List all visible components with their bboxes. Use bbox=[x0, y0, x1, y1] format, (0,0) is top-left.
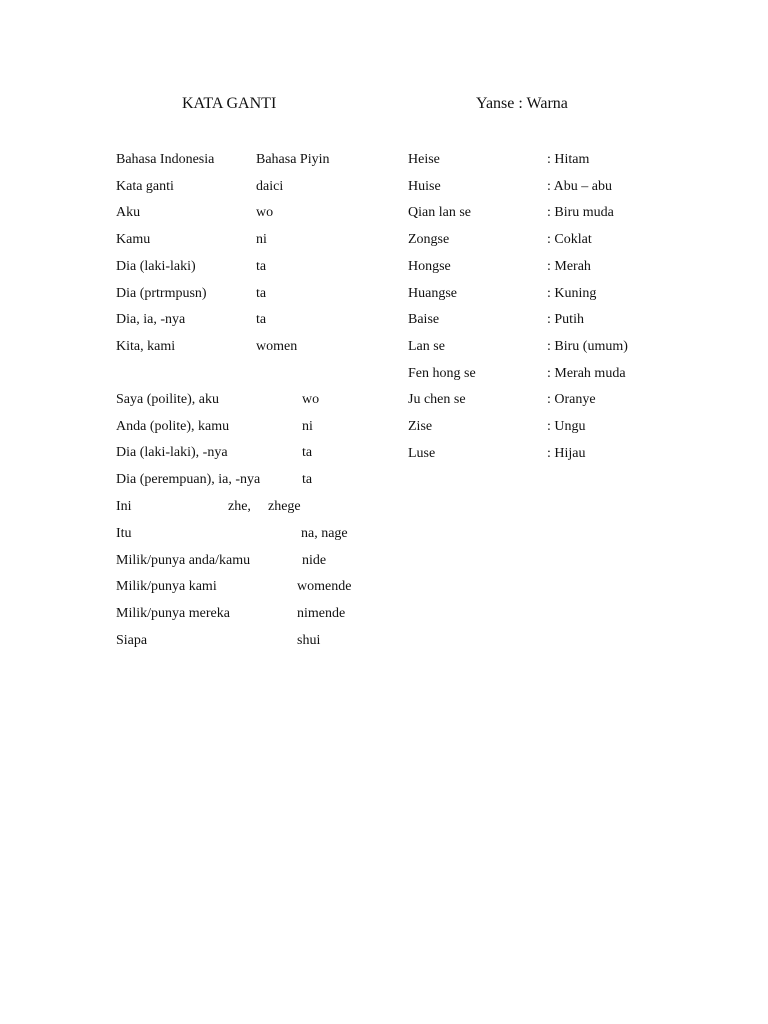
pronoun-pinyin: ni bbox=[302, 418, 313, 434]
pronoun-indonesian: Bahasa Indonesia bbox=[116, 152, 215, 167]
color-pinyin: Zise bbox=[408, 419, 433, 434]
warna-title: Yanse : Warna bbox=[476, 95, 568, 112]
pronoun-indonesian: Aku bbox=[116, 205, 141, 221]
pronoun-pinyin: nide bbox=[302, 552, 327, 568]
demonstrative-indonesian: Ini bbox=[116, 499, 132, 514]
pronoun-pinyin: ta bbox=[256, 285, 267, 301]
kata-ganti-title: KATA GANTI bbox=[182, 95, 277, 112]
color-indonesian: : Ungu bbox=[547, 419, 586, 434]
pronoun-indonesian: Kata ganti bbox=[116, 178, 174, 194]
pronoun-pinyin: nimende bbox=[297, 606, 346, 622]
color-indonesian: : Biru muda bbox=[547, 205, 614, 221]
pronoun-indonesian: Saya (poilite), aku bbox=[116, 392, 220, 407]
color-indonesian: : Kuning bbox=[547, 285, 597, 301]
pronoun-indonesian: Itu bbox=[116, 526, 132, 541]
color-indonesian: : Abu – abu bbox=[547, 178, 612, 194]
color-indonesian: : Oranye bbox=[547, 392, 596, 408]
color-pinyin: Qian lan se bbox=[408, 205, 471, 221]
color-pinyin: Hongse bbox=[408, 258, 451, 274]
pronoun-indonesian: Anda (polite), kamu bbox=[116, 418, 230, 434]
color-pinyin: Ju chen se bbox=[408, 392, 466, 408]
pronoun-indonesian: Kita, kami bbox=[116, 338, 176, 354]
pronoun-pinyin: wo bbox=[256, 205, 274, 221]
color-pinyin: Fen hong se bbox=[408, 365, 476, 381]
pronoun-pinyin: women bbox=[256, 338, 298, 354]
pronoun-pinyin: daici bbox=[256, 178, 284, 194]
demonstrative-pinyin-alt: zhege bbox=[268, 499, 301, 514]
pronoun-indonesian: Siapa bbox=[116, 632, 148, 648]
pronoun-indonesian: Kamu bbox=[116, 232, 151, 248]
color-indonesian: : Hitam bbox=[547, 152, 590, 167]
pronoun-indonesian: Dia (laki-laki), -nya bbox=[116, 445, 228, 461]
pronoun-pinyin: wo bbox=[302, 392, 320, 407]
color-indonesian: : Coklat bbox=[547, 232, 592, 248]
color-indonesian: : Putih bbox=[547, 312, 584, 328]
pronoun-indonesian: Dia, ia, -nya bbox=[116, 312, 186, 328]
color-indonesian: : Merah muda bbox=[547, 365, 626, 381]
color-indonesian: : Merah bbox=[547, 258, 591, 274]
color-pinyin: Luse bbox=[408, 445, 436, 461]
color-pinyin: Baise bbox=[408, 312, 440, 328]
pronoun-pinyin: womende bbox=[297, 579, 352, 595]
pronoun-indonesian: Dia (laki-laki) bbox=[116, 258, 196, 274]
pronoun-indonesian: Dia (prtrmpusn) bbox=[116, 285, 207, 301]
pronoun-pinyin: ta bbox=[302, 472, 313, 488]
pronoun-indonesian: Milik/punya kami bbox=[116, 579, 217, 595]
pronoun-pinyin: ni bbox=[256, 232, 267, 248]
pronoun-indonesian: Milik/punya anda/kamu bbox=[116, 552, 251, 568]
pronoun-indonesian: Milik/punya mereka bbox=[116, 606, 230, 622]
color-pinyin: Zongse bbox=[408, 232, 450, 248]
pronoun-pinyin: shui bbox=[297, 632, 321, 648]
color-indonesian: : Biru (umum) bbox=[547, 338, 628, 354]
pronoun-indonesian: Dia (perempuan), ia, -nya bbox=[116, 472, 261, 488]
color-pinyin: Heise bbox=[408, 152, 440, 167]
color-pinyin: Huise bbox=[408, 178, 441, 194]
demonstrative-pinyin: zhe, bbox=[228, 499, 251, 514]
pronoun-pinyin: ta bbox=[302, 445, 313, 461]
color-pinyin: Huangse bbox=[408, 285, 457, 301]
pronoun-pinyin: Bahasa Piyin bbox=[256, 152, 330, 167]
color-pinyin: Lan se bbox=[408, 338, 445, 354]
pronoun-pinyin: ta bbox=[256, 312, 267, 328]
pronoun-pinyin: ta bbox=[256, 258, 267, 274]
pronoun-pinyin: na, nage bbox=[301, 526, 348, 541]
color-indonesian: : Hijau bbox=[547, 445, 586, 461]
